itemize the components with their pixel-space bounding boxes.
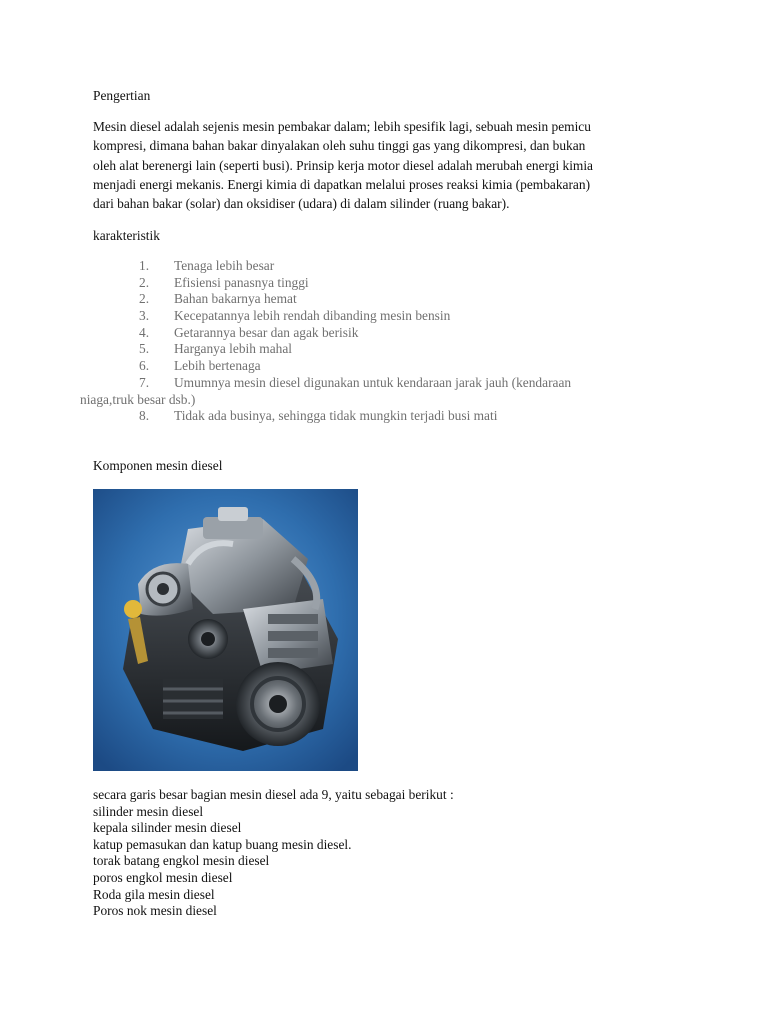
intro-line: oleh alat berenergi lain (seperti busi). Prinsip kerja motor diesel adalah merubah energi kimia [93, 157, 594, 173]
list-item-text: Efisiensi panasnya tinggi [174, 274, 309, 290]
list-item-text: Getarannya besar dan agak berisik [174, 324, 359, 340]
list-item-number: 2. [139, 291, 150, 307]
list-item-text: Harganya lebih mahal [174, 341, 292, 357]
list-item: silinder mesin diesel [93, 803, 204, 819]
list-item-text: Tidak ada businya, sehingga tidak mungkin terjadi busi mati [174, 408, 498, 424]
intro-line: dari bahan bakar (solar) dan oksidiser (udara) di dalam silinder (ruang bakar). [93, 196, 510, 212]
list-item-number: 5. [139, 341, 150, 357]
heading-pengertian: Pengertian [93, 88, 151, 103]
list-item: torak batang engkol mesin diesel [93, 853, 270, 869]
list-item-number: 7. [139, 374, 150, 390]
list-item [0, 341, 700, 358]
list-item-text: Umumnya mesin diesel digunakan untuk kendaraan jarak jauh (kendaraan [174, 374, 572, 390]
list-item-text: Lebih bertenaga [174, 358, 261, 374]
list-item [0, 275, 700, 292]
list-item-number: 6. [139, 358, 150, 374]
components-intro: secara garis besar bagian mesin diesel ada 9, yaitu sebagai berikut : [93, 787, 454, 802]
intro-line: menjadi energi mekanis. Energi kimia di dapatkan melalui proses reaksi kimia (pembakaran) [93, 176, 591, 192]
engine-illustration [93, 489, 358, 771]
intro-paragraph [93, 117, 693, 213]
intro-line: kompresi, dimana bahan bakar dinyalakan oleh suhu tinggi gas yang dikompresi, dan bukan [93, 138, 586, 154]
list-item-text-continuation: niaga,truk besar dsb.) [80, 391, 196, 407]
list-item [0, 291, 700, 308]
list-item [0, 375, 700, 408]
list-item: kepala silinder mesin diesel [93, 820, 242, 836]
diesel-engine-photo [93, 489, 358, 771]
list-item [0, 358, 700, 375]
list-item [0, 258, 700, 275]
list-item-number: 8. [139, 408, 150, 424]
components-list [93, 787, 454, 920]
list-item-text: Bahan bakarnya hemat [174, 291, 297, 307]
list-item-number: 1. [139, 258, 150, 273]
list-item [0, 308, 700, 325]
list-item: katup pemasukan dan katup buang mesin diesel. [93, 836, 352, 852]
list-item-number: 4. [139, 324, 150, 340]
heading-komponen: Komponen mesin diesel [93, 458, 223, 473]
list-item [0, 408, 700, 425]
list-item: Poros nok mesin diesel [93, 903, 217, 919]
list-item [0, 325, 700, 342]
list-item-text: Kecepatannya lebih rendah dibanding mesin bensin [174, 308, 451, 324]
list-item-text: Tenaga lebih besar [174, 258, 275, 273]
heading-karakteristik: karakteristik [93, 228, 160, 243]
list-item: poros engkol mesin diesel [93, 869, 233, 885]
list-item-number: 2. [139, 274, 150, 290]
intro-line: Mesin diesel adalah sejenis mesin pembakar dalam; lebih spesifik lagi, sebuah mesin pemicu [93, 119, 591, 134]
characteristics-list [0, 258, 700, 425]
list-item-number: 3. [139, 308, 150, 324]
list-item: Roda gila mesin diesel [93, 886, 215, 902]
